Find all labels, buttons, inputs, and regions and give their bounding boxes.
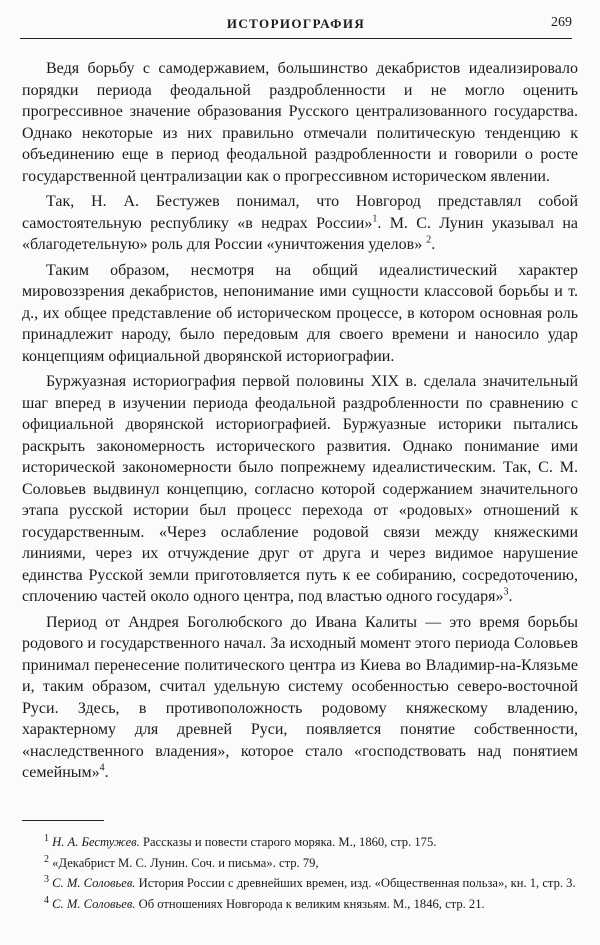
footnote-mark-4: 4 <box>99 762 105 774</box>
footnote-author: С. М. Соловьев. <box>52 876 136 890</box>
footnote-2 <box>22 853 578 874</box>
footnote-number: 3 <box>44 873 49 885</box>
footnote-number: 4 <box>44 894 49 906</box>
footnote-4 <box>22 894 578 915</box>
paragraph-2-start: Так, Н. А. Бестужев понимал, что Новгород представлял собой самостоятельную республику «в недрах России» <box>22 193 578 232</box>
paragraph-2 <box>22 191 578 256</box>
paragraph-4-text: Буржуазная историография первой половины XIX в. сделала значительный шаг вперед в изучении периода феодальной раздробленности по сравнению с официальной дворянской историографией. Буржуазные историки пытались раскрыть закономерность исторического развития. Однако понимание ими исторической закономерности было попрежнему идеалистическим. Так, С. М. Соловьев выдвинул концепцию, согласно которой содержанием значительного этапа русской истории был процесс перехода от «родовых» отношений к государственным. «Через ослабление родовой связи между княжескими линиями, через их отчуждение друг от друга и через видимое нарушение единства Русской земли приготовляется путь к ее собиранию, сосредоточению, сплочению частей около одного центра, под властью одного государя» <box>22 373 578 605</box>
footnote-text: История России с древнейших времен, изд. «Общественная польза», кн. 1, стр. 3. <box>135 876 576 890</box>
footnote-mark-1: 1 <box>372 213 378 225</box>
page-number: 269 <box>551 15 572 30</box>
footnote-text: «Декабрист М. С. Лунин. Соч. и письма». стр. 79, <box>52 855 319 870</box>
footnote-text: Рассказы и повести старого моряка. М., 1860, стр. 175. <box>139 835 437 849</box>
footnote-number: 2 <box>44 853 49 865</box>
footnote-mark-3: 3 <box>503 586 509 598</box>
footnote-1 <box>22 832 578 853</box>
running-title: ИСТОРИОГРАФИЯ <box>226 16 366 31</box>
footnotes <box>22 832 578 914</box>
footnote-divider <box>22 820 104 821</box>
paragraph-3: Таким образом, несмотря на общий идеалистический характер мировоззрения декабристов, непонимание ими сущности классовой борьбы и т. д., их общее представление об историческом процессе, в котором основная роль принадлежит народу, было передовым для своего времени и наносило удар концепциям официальной дворянской историографии. <box>22 261 578 365</box>
page-header <box>20 12 572 39</box>
paragraph-4: Буржуазная историография первой половины XIX в. сделала значительный шаг вперед в изучении периода феодальной раздробленности по сравнению с официальной дворянской историографией. Буржуазные историки пытались раскрыть закономерность исторического развития. Однако понимание ими исторической закономерности было попрежнему идеалистическим. Так, С. М. Соловьев выдвинул концепцию, согласно которой содержанием значительного этапа русской истории был процесс перехода от «родовых» отношений к государственным. «Через ослабление родовой связи между княжескими линиями, через их отчуждение друг от друга и через видимое нарушение единства Русской земли приготовляется путь к ее собиранию, сосредоточению, сплочению частей около одного центра, под властью одного государя»$^3$. <box>22 373 578 605</box>
footnote-author: Н. А. Бестужев. <box>52 835 140 849</box>
footnote-author: С. М. Соловьев. <box>52 896 136 911</box>
footnote-number: 1 <box>44 832 49 844</box>
footnote-mark-2: 2 <box>426 234 432 246</box>
footnote-text: Об отношениях Новгорода к великим князьям. М., 1846, стр. 21. <box>135 896 485 911</box>
paragraph-2-end: . <box>431 236 436 253</box>
paragraph-5: Период от Андрея Боголюбского до Ивана Калиты — это время борьбы родового и государственного начал. За исходный момент этого периода Соловьев принимал перенесение политического центра из Киева во Владимир-на-Клязьме и, таким образом, считал удельную систему особенностью северо-восточной Руси. Здесь, в противоположность родовому княжескому владению, характерному для древней Руси, появляется понятие собственности, «наследственного владения», которое стало «господствовать над понятием семейным»$^4$. <box>22 613 578 781</box>
footnote-3 <box>22 873 578 894</box>
main-text <box>22 58 578 788</box>
paragraph-5-text: Период от Андрея Боголюбского до Ивана Калиты — это время борьбы родового и государственного начал. За исходный момент этого периода Соловьев принимал перенесение политического центра из Киева во Владимир-на-Клязьме и, таким образом, считал удельную систему особенностью северо-восточной Руси. Здесь, в противоположность родовому княжескому владению, характерному для древней Руси, появляется понятие собственности, «наследственного владения», которое стало «господствовать над понятием семейным» <box>22 613 578 781</box>
paragraph-1: Ведя борьбу с самодержавием, большинство декабристов идеализировало порядки периода феодальной раздробленности и не могло оценить прогрессивное значение образования Русского централизованного государства. Однако некоторые из них правильно отмечали политическую тенденцию к объединению еще в период феодальной раздробленности и говорили о росте государственной централизации как о прогрессивном историческом явлении. <box>22 60 578 185</box>
paragraph-2-middle: . М. С. Лунин указывал на «благодетельную» роль для России «уничтожения уделов» <box>22 214 579 253</box>
